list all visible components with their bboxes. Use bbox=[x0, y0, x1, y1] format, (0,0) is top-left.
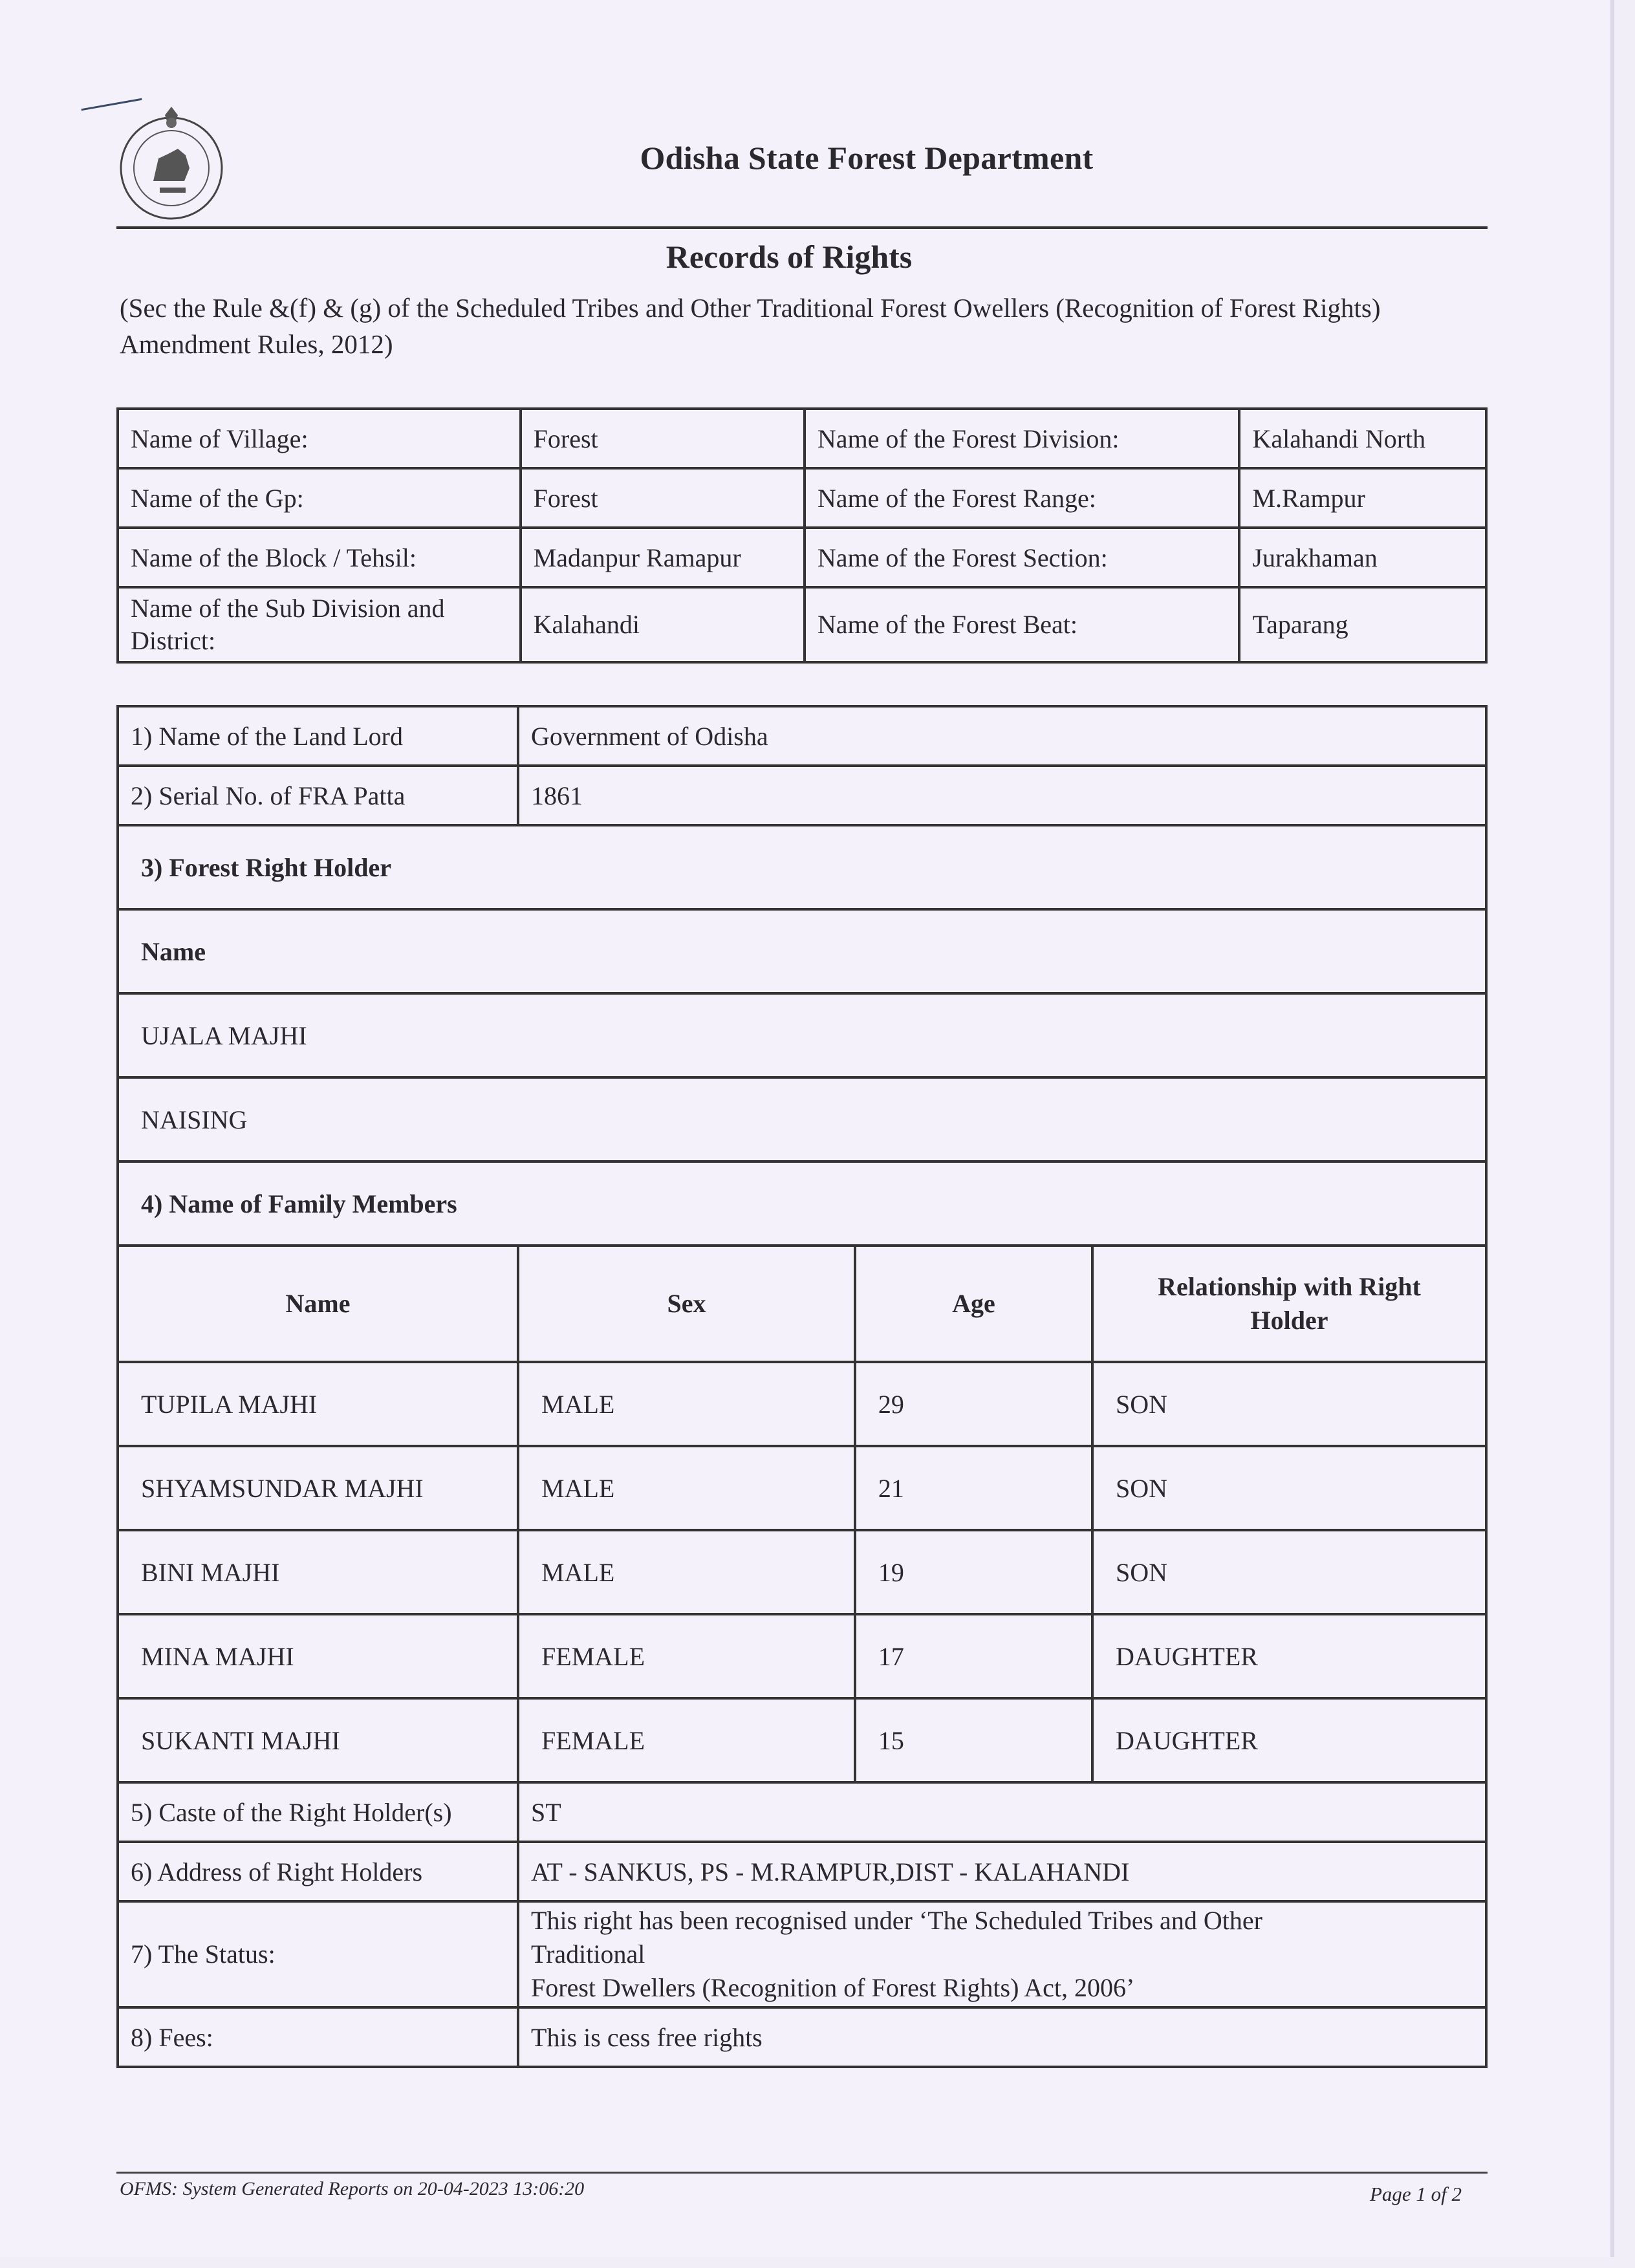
block-value: Madanpur Ramapur bbox=[521, 528, 805, 587]
member-relation: DAUGHTER bbox=[1092, 1698, 1486, 1782]
table-row bbox=[118, 909, 1486, 993]
document-subtitle: (Sec the Rule &(f) & (g) of the Scheduled Tribes and Other Traditional Forest Owellers (Recognition of Forest Rights) Amendment Rules, 2012) bbox=[120, 293, 1381, 359]
table-row bbox=[118, 1077, 1486, 1161]
holder-name: NAISING bbox=[118, 1077, 1486, 1161]
table-row bbox=[118, 1446, 1486, 1530]
caste-label: 5) Caste of the Right Holder(s) bbox=[118, 1782, 518, 1842]
fees-label: 8) Fees: bbox=[118, 2007, 518, 2067]
table-row bbox=[118, 1698, 1486, 1782]
village-label: Name of Village: bbox=[118, 409, 521, 468]
holder-heading: 3) Forest Right Holder bbox=[118, 825, 1486, 909]
generated-timestamp: OFMS: System Generated Reports on 20-04-2023 13:06:20 bbox=[120, 2178, 585, 2199]
subdiv-label: Name of the Sub Division and District: bbox=[118, 587, 521, 662]
gp-label: Name of the Gp: bbox=[118, 468, 521, 528]
landlord-label: 1) Name of the Land Lord bbox=[118, 706, 518, 766]
gp-value: Forest bbox=[521, 468, 805, 528]
column-header-sex: Sex bbox=[518, 1246, 855, 1362]
member-name: TUPILA MAJHI bbox=[118, 1362, 518, 1446]
column-header-relationship: Relationship with Right Holder bbox=[1092, 1246, 1486, 1362]
family-heading: 4) Name of Family Members bbox=[118, 1161, 1486, 1246]
footer-rule bbox=[116, 2172, 1488, 2174]
status-value bbox=[518, 1901, 1486, 2007]
member-relation: SON bbox=[1092, 1530, 1486, 1614]
division-value: Kalahandi North bbox=[1239, 409, 1486, 468]
member-sex: MALE bbox=[518, 1446, 855, 1530]
member-age: 15 bbox=[855, 1698, 1092, 1782]
member-sex: FEMALE bbox=[518, 1614, 855, 1698]
member-relation: DAUGHTER bbox=[1092, 1614, 1486, 1698]
block-label: Name of the Block / Tehsil: bbox=[118, 528, 521, 587]
organization-title: Odisha State Forest Department bbox=[640, 140, 1094, 176]
member-name: SUKANTI MAJHI bbox=[118, 1698, 518, 1782]
member-age: 17 bbox=[855, 1614, 1092, 1698]
division-label: Name of the Forest Division: bbox=[805, 409, 1240, 468]
serial-label: 2) Serial No. of FRA Patta bbox=[118, 766, 518, 825]
table-row bbox=[118, 2007, 1486, 2067]
member-name: BINI MAJHI bbox=[118, 1530, 518, 1614]
section-label: Name of the Forest Section: bbox=[805, 528, 1240, 587]
table-row bbox=[118, 766, 1486, 825]
landlord-value: Government of Odisha bbox=[518, 706, 1486, 766]
table-row bbox=[118, 409, 1486, 468]
member-name: SHYAMSUNDAR MAJHI bbox=[118, 1446, 518, 1530]
table-row bbox=[118, 1842, 1486, 1901]
member-relation: SON bbox=[1092, 1446, 1486, 1530]
status-line: Forest Dwellers (Recognition of Forest Rights) Act, 2006’ bbox=[531, 1973, 1135, 2002]
holder-name: UJALA MAJHI bbox=[118, 993, 1486, 1077]
address-label: 6) Address of Right Holders bbox=[118, 1842, 518, 1901]
column-header-name: Name bbox=[118, 1246, 518, 1362]
caste-value: ST bbox=[518, 1782, 1486, 1842]
table-row bbox=[118, 993, 1486, 1077]
serial-value: 1861 bbox=[518, 766, 1486, 825]
table-row bbox=[118, 528, 1486, 587]
document-title: Records of Rights bbox=[666, 239, 913, 275]
page-number: Page 1 of 2 bbox=[1369, 2183, 1462, 2205]
member-sex: MALE bbox=[518, 1362, 855, 1446]
member-age: 21 bbox=[855, 1446, 1092, 1530]
member-age: 29 bbox=[855, 1362, 1092, 1446]
status-label: 7) The Status: bbox=[118, 1901, 518, 2007]
table-row bbox=[118, 1246, 1486, 1362]
table-row bbox=[118, 587, 1486, 662]
table-row bbox=[118, 1362, 1486, 1446]
village-value: Forest bbox=[521, 409, 805, 468]
subdiv-value: Kalahandi bbox=[521, 587, 805, 662]
header-rule bbox=[116, 226, 1488, 229]
beat-value: Taparang bbox=[1239, 587, 1486, 662]
table-row bbox=[118, 1530, 1486, 1614]
status-line: This right has been recognised under ‘The Scheduled Tribes and Other Traditional bbox=[531, 1906, 1262, 1969]
name-heading: Name bbox=[118, 909, 1486, 993]
location-table bbox=[116, 407, 1488, 664]
section-value: Jurakhaman bbox=[1239, 528, 1486, 587]
table-row bbox=[118, 1901, 1486, 2007]
address-value: AT - SANKUS, PS - M.RAMPUR,DIST - KALAHANDI bbox=[518, 1842, 1486, 1901]
member-name: MINA MAJHI bbox=[118, 1614, 518, 1698]
fees-value: This is cess free rights bbox=[518, 2007, 1486, 2067]
member-sex: FEMALE bbox=[518, 1698, 855, 1782]
member-sex: MALE bbox=[518, 1530, 855, 1614]
rights-table bbox=[116, 705, 1488, 2068]
range-label: Name of the Forest Range: bbox=[805, 468, 1240, 528]
table-row bbox=[118, 706, 1486, 766]
table-row bbox=[118, 1782, 1486, 1842]
column-header-age: Age bbox=[855, 1246, 1092, 1362]
table-row bbox=[118, 468, 1486, 528]
member-relation: SON bbox=[1092, 1362, 1486, 1446]
table-row bbox=[118, 1614, 1486, 1698]
table-row bbox=[118, 825, 1486, 909]
table-row bbox=[118, 1161, 1486, 1246]
beat-label: Name of the Forest Beat: bbox=[805, 587, 1240, 662]
range-value: M.Rampur bbox=[1239, 468, 1486, 528]
member-age: 19 bbox=[855, 1530, 1092, 1614]
